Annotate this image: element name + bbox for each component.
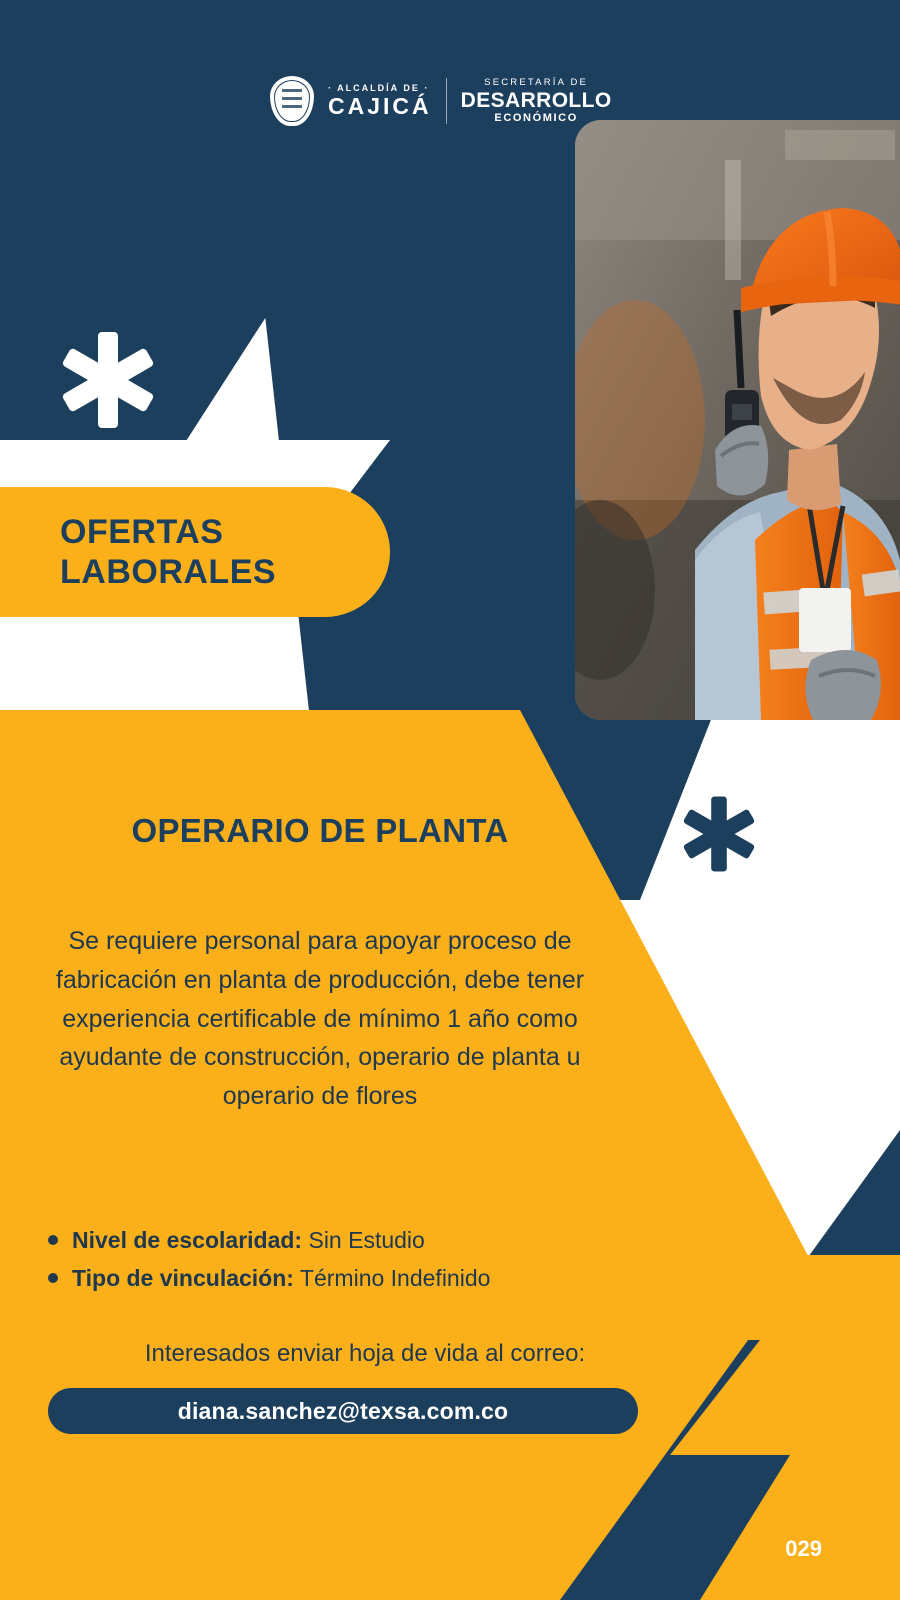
- banner-line-1: OFERTAS: [60, 512, 224, 551]
- detail-label: Tipo de vinculación:: [72, 1264, 294, 1291]
- detail-value: Término Indefinido: [299, 1264, 491, 1291]
- municipality-name: CAJICÁ: [328, 92, 432, 119]
- job-description: Se requiere personal para apoyar proceso de fabricación en planta de producción, debe tener experiencia certificable de mínimo 1 año como ayudante de construcción, operario de planta u operario de flores: [55, 927, 585, 1110]
- asterisk-white-icon: [58, 330, 158, 430]
- bullet-dot-icon: [48, 1273, 58, 1283]
- detail-label: Nivel de escolaridad:: [72, 1227, 303, 1253]
- logo-divider: [446, 78, 447, 124]
- asterisk-navy-icon: [680, 795, 758, 873]
- contact-email-pill[interactable]: [48, 1388, 638, 1434]
- job-title: OPERARIO DE PLANTA: [131, 812, 509, 849]
- alcaldia-wordmark: [328, 84, 432, 118]
- job-details-list: [48, 1222, 668, 1298]
- detail-value: Sin Estudio: [308, 1227, 425, 1253]
- ofertas-laborales-banner: [0, 487, 390, 617]
- list-item: [48, 1260, 668, 1298]
- alcaldia-label: · ALCALDÍA DE ·: [328, 83, 430, 94]
- cajica-crest-icon: [270, 76, 314, 126]
- page-number: 029: [785, 1536, 822, 1561]
- secretariat-line-1: SECRETARÍA DE: [484, 77, 589, 89]
- worker-photo: [575, 120, 900, 720]
- header-logo-bar: [270, 70, 612, 132]
- list-item: [48, 1222, 668, 1260]
- secretariat-wordmark: [461, 78, 612, 124]
- secretariat-line-3: ECONÓMICO: [494, 111, 578, 124]
- secretariat-line-2: DESARROLLO: [460, 88, 612, 112]
- bullet-dot-icon: [48, 1235, 58, 1245]
- banner-line-2: LABORALES: [60, 553, 277, 591]
- cta-text: Interesados enviar hoja de vida al correo:: [144, 1340, 586, 1367]
- contact-email: diana.sanchez@texsa.com.co: [177, 1397, 509, 1424]
